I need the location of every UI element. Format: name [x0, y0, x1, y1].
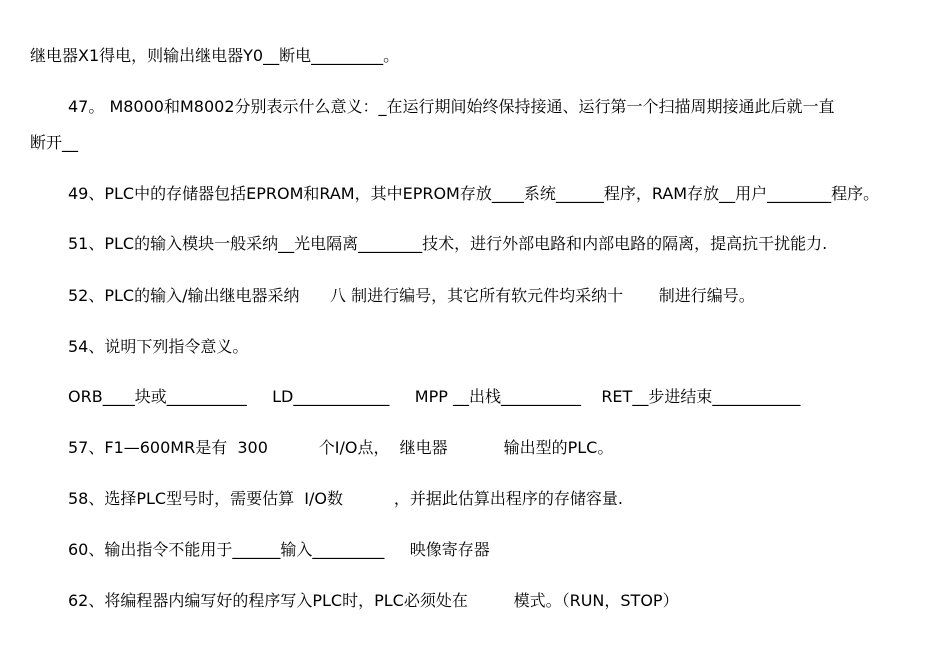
question-51: 51、PLC的输入模块一般采纳__光电隔离________技术，进行外部电路和内部电路的隔离，提高抗干扰能力. [68, 234, 828, 253]
question-60: 60、输出指令不能用于______输入_________ 映像寄存器 [68, 540, 490, 559]
question-57: 57、F1—600MR是有 300 个I/O点， 继电器 输出型的PLC。 [68, 438, 614, 457]
question-49: 49、PLC中的存储器包括EPROM和RAM，其中EPROM存放____系统______程序，RAM存放__用户________程序。 [68, 184, 880, 203]
question-47-continuation: 断开__ [30, 133, 79, 152]
question-47: 47。 M8000和M8002分别表示什么意义：_在运行期间始终保持接通、运行第一个扫描周期接通此后就一直 [68, 97, 835, 116]
question-52: 52、PLC的输入/输出继电器采纳 八 制进行编号，其它所有软元件均采纳十 制进行编号。 [68, 286, 755, 305]
question-58: 58、选择PLC型号时，需要估算 I/O数 ，并据此估算出程序的存储容量. [68, 489, 623, 508]
text-line: 继电器X1得电，则输出继电器Y0__断电_________。 [30, 46, 400, 65]
question-62: 62、将编程器内编写好的程序写入PLC时，PLC必须处在 模式。（RUN，STOP） [68, 591, 679, 610]
question-54: 54、说明下列指令意义。 [68, 337, 249, 356]
instruction-meanings: ORB____块或__________ LD____________ MPP __出栈__________ RET__步进结束___________ [68, 387, 801, 406]
